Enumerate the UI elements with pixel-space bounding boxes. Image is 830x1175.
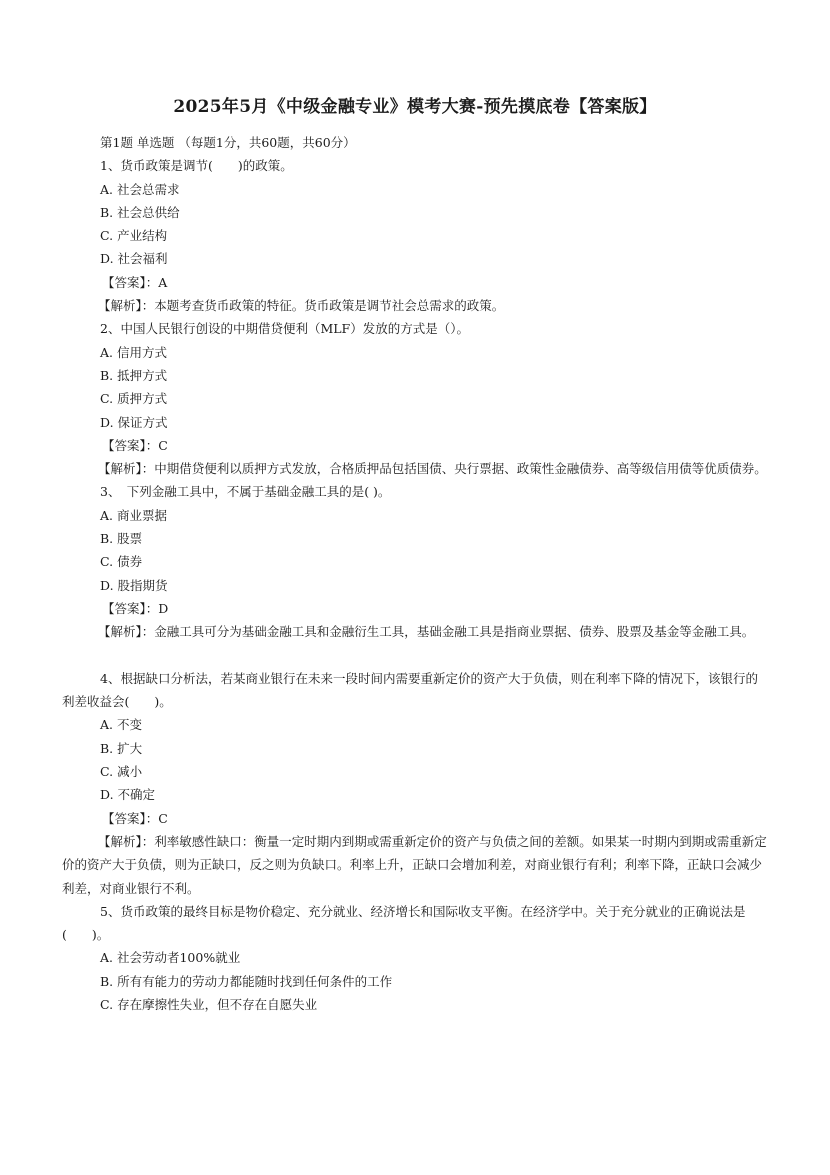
option: D. 不确定 [100, 787, 156, 803]
option: C. 质押方式 [100, 391, 168, 407]
option: A. 不变 [100, 717, 142, 733]
option: A. 商业票据 [100, 507, 167, 523]
analysis: 【解析】：本题考查货币政策的特征。货币政策是调节社会总需求的政策。 [98, 298, 505, 314]
question-stem: 5、货币政策的最终目标是物价稳定、充分就业、经济增长和国际收支平衡。在经济学中。关于充分就业的正确说法是( )。 [62, 903, 746, 943]
option: D. 保证方式 [100, 414, 168, 430]
answer: 【答案】：C [102, 810, 168, 826]
option: B. 抵押方式 [100, 367, 168, 383]
option: A. 社会劳动者100%就业 [100, 950, 241, 966]
option: B. 扩大 [100, 740, 143, 756]
answer: 【答案】：A [102, 274, 168, 290]
document-title: 2025年5月《中级金融专业》模考大赛-预先摸底卷【答案版】 [173, 97, 657, 117]
question-stem: 2、中国人民银行创设的中期借贷便利（MLF）发放的方式是（）。 [100, 321, 469, 337]
analysis: 【解析】：中期借贷便利以质押方式发放，合格质押品包括国债、央行票据、政策性金融债券、高等级信用债等优质债券。 [98, 461, 767, 477]
document-body [62, 131, 770, 1016]
option: C. 债券 [100, 554, 143, 570]
answer: 【答案】：D [102, 600, 169, 616]
question-stem: 1、货币政策是调节( )的政策。 [100, 158, 293, 174]
option: B. 所有有能力的劳动力都能随时找到任何条件的工作 [100, 973, 393, 989]
option: B. 社会总供给 [100, 204, 180, 220]
option: A. 社会总需求 [100, 181, 180, 197]
option: C. 存在摩擦性失业，但不存在自愿失业 [100, 996, 318, 1012]
question-stem: 4、根据缺口分析法，若某商业银行在未来一段时间内需要重新定价的资产大于负债，则在利率下降的情况下，该银行的利差收益会( )。 [62, 670, 758, 710]
section-header: 第1题 单选题 （每题1分，共60题，共60分） [100, 135, 356, 150]
analysis: 【解析】：金融工具可分为基础金融工具和金融衍生工具，基础金融工具是指商业票据、债券、股票及基金等金融工具。 [98, 624, 755, 640]
option: C. 产业结构 [100, 228, 168, 244]
option: D. 股指期货 [100, 577, 168, 593]
question-stem: 3、 下列金融工具中，不属于基础金融工具的是( )。 [100, 484, 391, 500]
option: B. 股票 [100, 531, 143, 547]
answer: 【答案】：C [102, 437, 168, 453]
option: D. 社会福利 [100, 251, 168, 267]
option: A. 信用方式 [100, 344, 167, 360]
spacer [62, 644, 770, 667]
analysis: 【解析】：利率敏感性缺口：衡量一定时期内到期或需重新定价的资产与负债之间的差额。如果某一时期内到期或需重新定价的资产大于负债，则为正缺口，反之则为负缺口。利率上升，正缺口会增加利差，对商业银行有利；利率下降，正缺口会减少利差，对商业银行不利。 [62, 833, 767, 896]
option: C. 减小 [100, 764, 143, 780]
